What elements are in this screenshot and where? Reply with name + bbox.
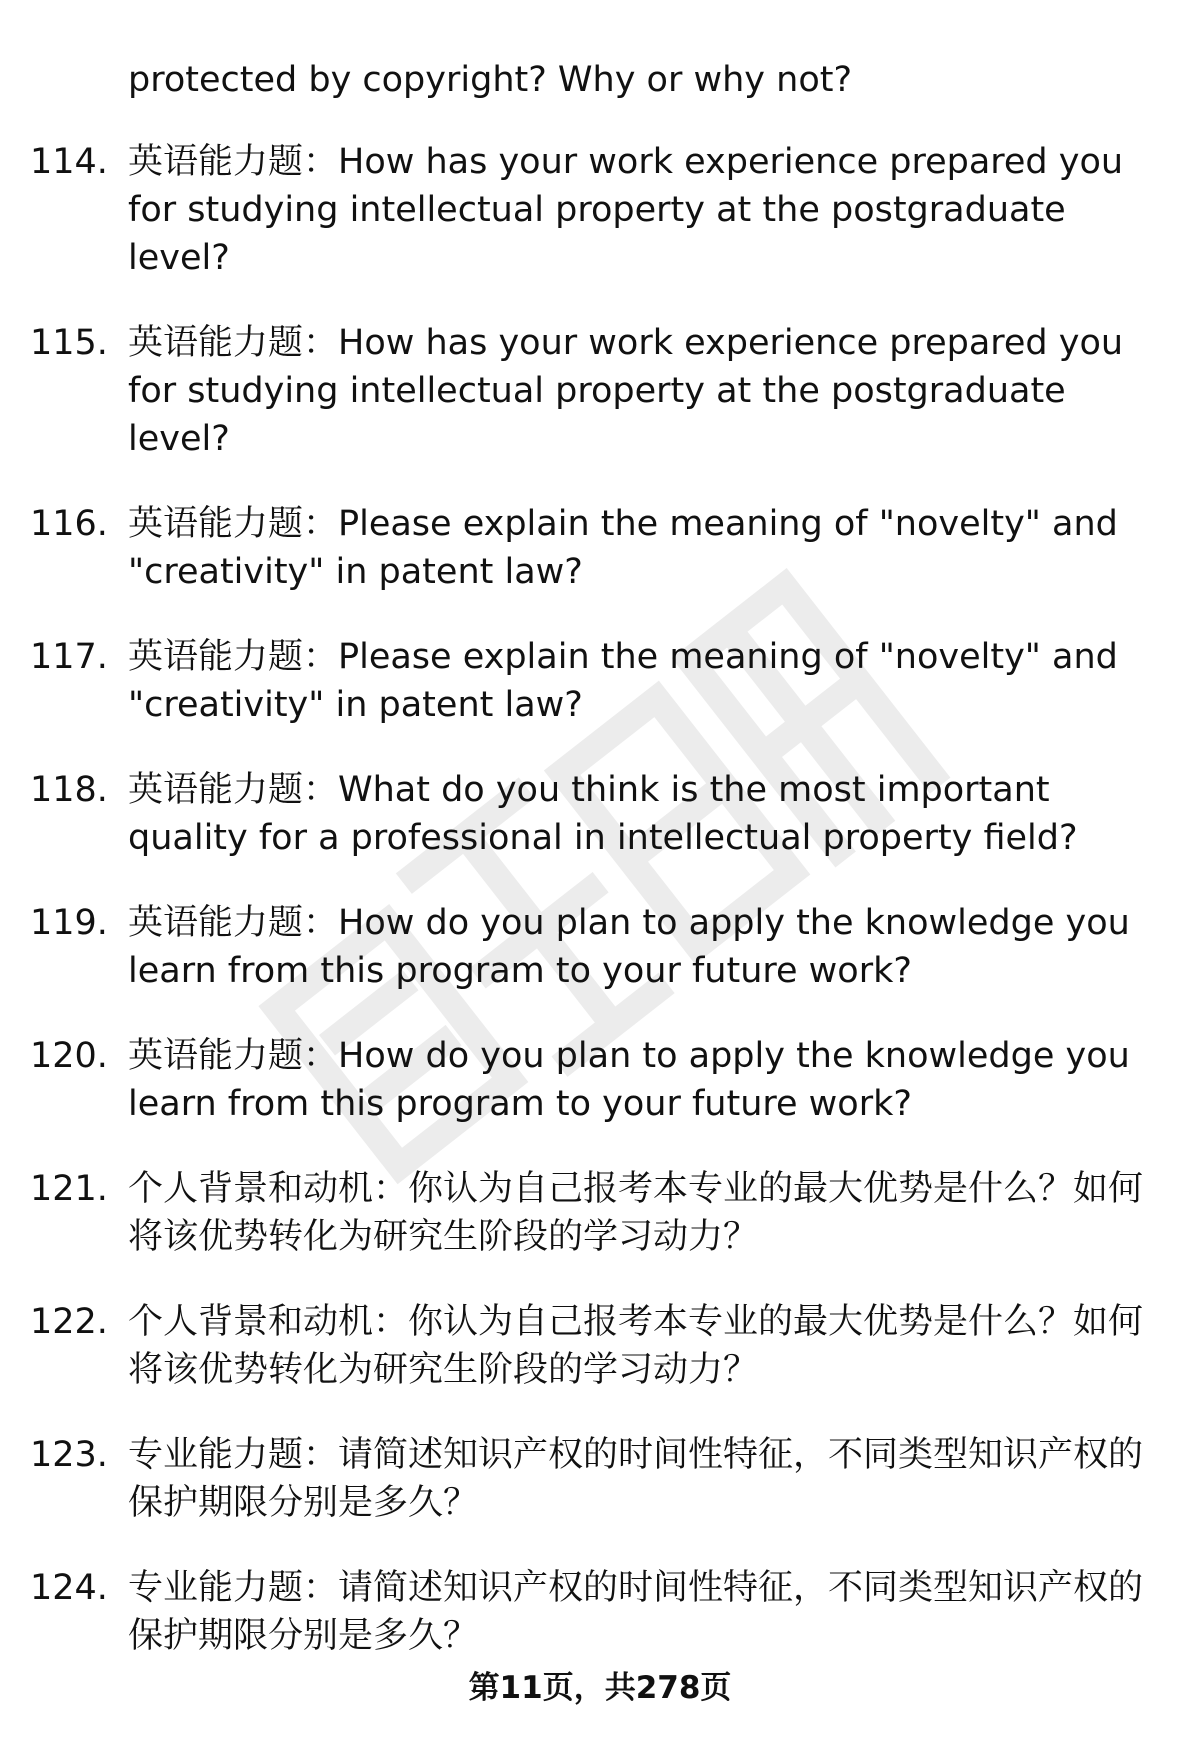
question-number: 119. [30, 903, 108, 943]
question-item [30, 633, 1150, 729]
question-number: 120. [30, 1036, 108, 1076]
question-item [30, 500, 1150, 596]
page-number-footer: 第11页，共278页 [468, 1670, 732, 1706]
question-item [30, 1298, 1150, 1394]
question-text: 英语能力题：How has your work experience prepared you for studying intellectual property at the postgraduate level? [128, 323, 1124, 459]
question-number: 115. [30, 323, 108, 363]
question-item [30, 1165, 1150, 1261]
question-text: 英语能力题：Please explain the meaning of "novelty" and "creativity" in patent law? [128, 637, 1118, 725]
question-number: 118. [30, 770, 108, 810]
question-text: 专业能力题：请简述知识产权的时间性特征，不同类型知识产权的保护期限分别是多久？ [128, 1435, 1144, 1523]
continuation-text: protected by copyright? Why or why not? [128, 60, 853, 100]
question-text: 英语能力题：How do you plan to apply the knowledge you learn from this program to your future work? [128, 1036, 1130, 1124]
question-number: 124. [30, 1568, 108, 1608]
question-text: 个人背景和动机：你认为自己报考本专业的最大优势是什么？如何将该优势转化为研究生阶段的学习动力？ [128, 1302, 1144, 1390]
question-item [30, 899, 1150, 995]
question-list [30, 138, 1150, 1697]
question-text: 英语能力题：How has your work experience prepared you for studying intellectual property at the postgraduate level? [128, 142, 1124, 278]
question-item [30, 1564, 1150, 1660]
question-number: 114. [30, 142, 108, 182]
question-text: 英语能力题：Please explain the meaning of "novelty" and "creativity" in patent law? [128, 504, 1118, 592]
question-number: 116. [30, 504, 108, 544]
question-item [30, 319, 1150, 463]
question-text: 英语能力题：How do you plan to apply the knowledge you learn from this program to your future work? [128, 903, 1130, 991]
question-number: 123. [30, 1435, 108, 1475]
question-text: 英语能力题：What do you think is the most important quality for a professional in intellectual property field? [128, 770, 1078, 858]
question-item [30, 138, 1150, 282]
question-number: 121. [30, 1169, 108, 1209]
question-item [30, 766, 1150, 862]
question-text: 个人背景和动机：你认为自己报考本专业的最大优势是什么？如何将该优势转化为研究生阶段的学习动力？ [128, 1169, 1144, 1257]
question-item [30, 1032, 1150, 1128]
question-item [30, 1431, 1150, 1527]
question-number: 122. [30, 1302, 108, 1342]
question-text: 专业能力题：请简述知识产权的时间性特征，不同类型知识产权的保护期限分别是多久？ [128, 1568, 1144, 1656]
question-number: 117. [30, 637, 108, 677]
